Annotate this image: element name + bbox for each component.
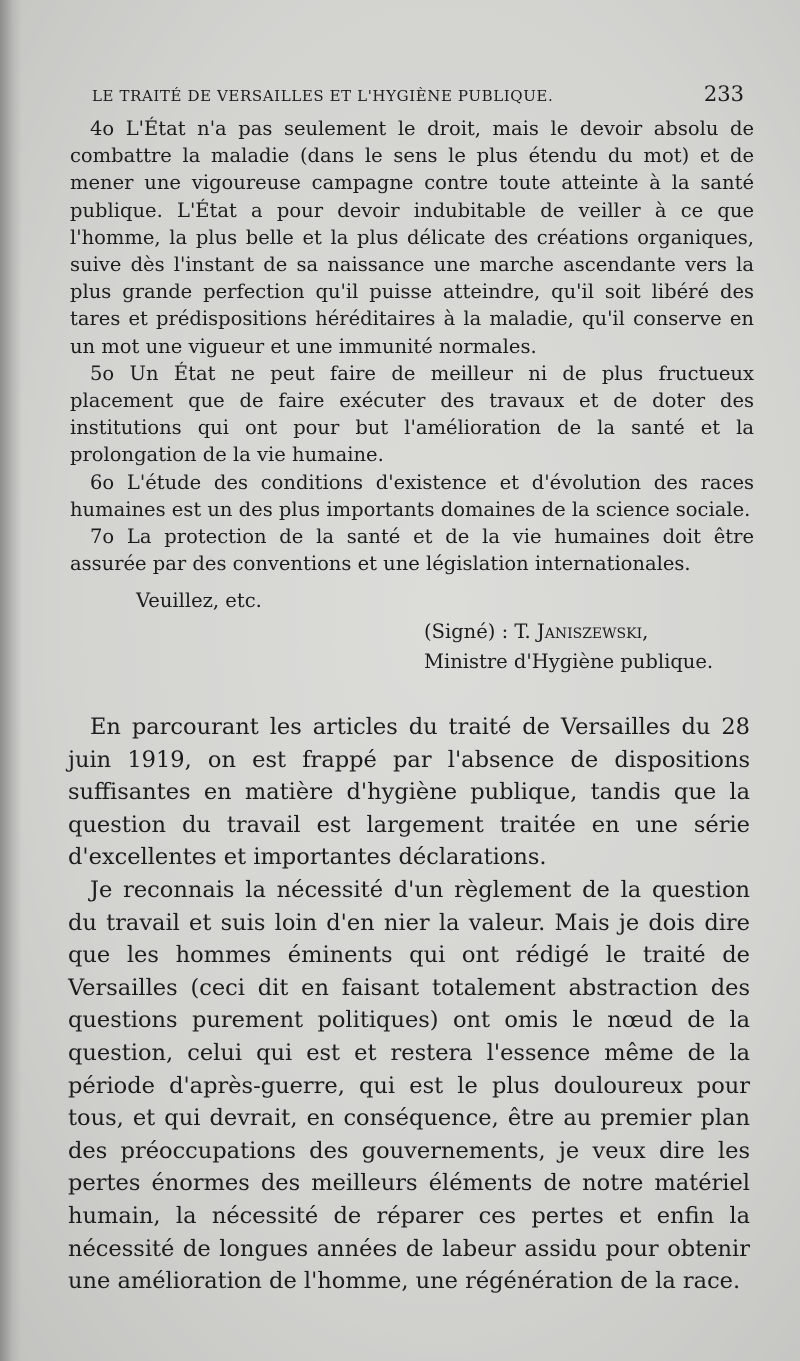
body-paragraph-1: En parcourant les articles du traité de Versailles du 28 juin 1919, on est frappé par l'absence de dispositions suffisantes en matière d'hygiène publique, tandis que la question du travail est largement traitée en une série d'excellentes et importantes déclarations. (68, 714, 750, 871)
signature-block (424, 617, 754, 677)
running-header (92, 82, 744, 106)
letter-paragraph-5: 5o Un État ne peut faire de meilleur ni de plus fructueux placement que de faire exécuter des travaux et de doter des institutions qui ont pour but l'amélioration de la santé et la prolongation de la vie humaine. (70, 361, 754, 467)
page-number: 233 (703, 82, 744, 106)
letter-paragraph-7: 7o La protection de la santé et de la vie humaines doit être assurée par des conventions et une législation internationales. (70, 525, 754, 576)
running-title: LE TRAITÉ DE VERSAILLES ET L'HYGIÈNE PUBLIQUE. (92, 87, 554, 105)
body-paragraph-2: Je reconnais la nécessité d'un règlement de la question du travail et suis loin d'en nier la valeur. Mais je dois dire que les hommes éminents qui ont rédigé le traité de Versailles (ceci dit en faisant totalement abstraction des questions purement politiques) ont omis le nœud de la question, celui qui est et restera l'essence même de la période d'après-guerre, qui est le plus douloureux pour tous, et qui devrait, en conséquence, être au premier plan des préoccupations des gouvernements, je veux dire les pertes énormes des meilleurs éléments de notre matériel humain, la nécessité de réparer ces pertes et enfin la nécessité de longues années de labeur assidu pour obtenir une amélioration de l'homme, une régénération de la race. (68, 876, 750, 1295)
letter-closing: Veuillez, etc. (136, 589, 262, 613)
main-text (68, 711, 750, 1298)
letter-paragraph-4: 4o L'État n'a pas seulement le droit, mais le devoir absolu de combattre la maladie (dans le sens le plus étendu du mot) et de mener une vigoureuse campagne contre toute atteinte à la santé publique. L'État a pour devoir indubitable de veiller à ce que l'homme, la plus belle et la plus délicate des créations organiques, suive dès l'instant de sa naissance une marche ascendante vers la plus grande perfection qu'il puisse atteindre, qu'il soit libéré des tares et prédispositions héréditaires à la maladie, qu'il conserve en un mot une vigueur et une immunité normales. (70, 117, 754, 358)
letter-paragraph-6: 6o L'étude des conditions d'existence et d'évolution des races humaines est un des plus importants domaines de la science sociale. (70, 470, 754, 521)
signatory-title: Ministre d'Hygiène publique. (424, 649, 714, 673)
signature-line (424, 617, 754, 647)
signature-prefix: (Signé) : T. (424, 619, 537, 643)
quoted-letter (70, 115, 754, 677)
signatory-name: Janiszewski, (536, 619, 649, 643)
